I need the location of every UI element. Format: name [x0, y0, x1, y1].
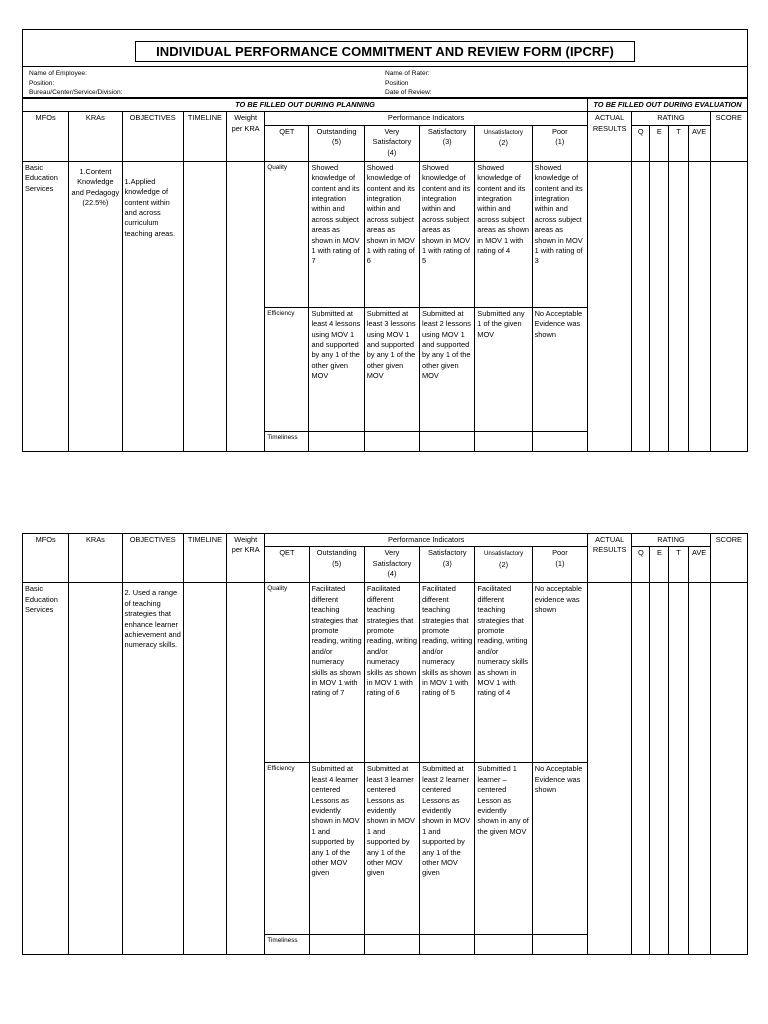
timeliness-satisfactory [420, 431, 475, 451]
objectives-header: OBJECTIVES [122, 112, 183, 161]
t-header: T [669, 125, 688, 161]
actual-results-header: ACTUAL RESULTS [588, 534, 632, 583]
efficiency-satisfactory: Submitted at least 2 learner centered Lessons as evidently shown in MOV 1 and supported by any 1 of the other MOV given [420, 763, 475, 935]
very-satisfactory-score: (4) [387, 569, 397, 579]
unsatisfactory-score: (2) [499, 559, 509, 569]
score-cell[interactable] [710, 161, 747, 451]
timeliness-unsatisfactory [475, 935, 532, 955]
planning-banner: TO BE FILLED OUT DURING PLANNING [23, 99, 588, 112]
objective-cell [122, 583, 183, 955]
satisfactory-score: (3) [442, 558, 452, 568]
review-date-label: Date of Review: [385, 89, 432, 97]
q-header: Q [632, 125, 650, 161]
efficiency-satisfactory: Submitted at least 2 lessons using MOV 1 and supported by any 1 of the other given MOV [420, 307, 475, 431]
timeliness-satisfactory [420, 935, 475, 955]
poor-label: Poor [551, 126, 568, 136]
rating-header: RATING [632, 534, 710, 547]
performance-indicators-header: Performance Indicators [265, 534, 588, 547]
quality-poor: No acceptable evidence was shown [532, 583, 587, 763]
efficiency-outstanding: Submitted at least 4 lessons using MOV 1 and supported by any 1 of the other given MOV [309, 307, 364, 431]
outstanding-header [309, 547, 364, 583]
e-cell[interactable] [650, 161, 669, 451]
unsatisfactory-label: Unsatisfactory [483, 128, 524, 136]
evaluation-banner: TO BE FILLED OUT DURING EVALUATION [588, 99, 748, 112]
satisfactory-header [420, 125, 475, 161]
weight-cell [227, 161, 265, 451]
kra-table-2 [22, 533, 748, 955]
efficiency-outstanding: Submitted at least 4 learner centered Lessons as evidently shown in MOV 1 and supported by any 1 of the other MOV given [309, 763, 364, 935]
mfos-header: MFOs [23, 534, 69, 583]
timeline-header: TIMELINE [183, 534, 226, 583]
outstanding-score: (5) [332, 137, 342, 147]
kra-table-1 [22, 98, 748, 452]
q-header: Q [632, 547, 650, 583]
score-header: SCORE [710, 112, 747, 161]
score-cell[interactable] [710, 583, 747, 955]
poor-score: (1) [555, 137, 565, 147]
t-header: T [669, 547, 688, 583]
efficiency-label: Efficiency [265, 763, 309, 935]
quality-outstanding: Showed knowledge of content and its integration within and across subject areas as shown in MOV 1 with rating of 7 [309, 161, 364, 307]
quality-outstanding: Facilitated different teaching strategies that promote reading, writing and/or numeracy skills as shown in MOV 1 with rating of 7 [309, 583, 364, 763]
quality-very-satisfactory: Facilitated different teaching strategies that promote reading, writing and/or numeracy skills as shown in MOV 1 with rating of 6 [364, 583, 419, 763]
ave-header: AVE [688, 547, 710, 583]
weight-header: Weight per KRA [227, 112, 265, 161]
outstanding-score: (5) [332, 558, 342, 568]
quality-satisfactory: Facilitated different teaching strategies that promote reading, writing and/or numeracy skills as shown in MOV 1 with rating of 5 [420, 583, 475, 763]
quality-label: Quality [265, 161, 309, 307]
kras-header: KRAs [69, 112, 122, 161]
satisfactory-label: Satisfactory [427, 126, 467, 136]
weight-cell [227, 583, 265, 955]
outstanding-header [309, 125, 364, 161]
very-satisfactory-label: Very Satisfactory [372, 548, 412, 568]
e-header: E [650, 547, 669, 583]
employee-info [23, 67, 747, 97]
quality-poor: Showed knowledge of content and its integration within and across subject areas as shown in MOV 1 with rating of 3 [532, 161, 587, 307]
very-satisfactory-label: Very Satisfactory [372, 126, 412, 147]
poor-score: (1) [555, 558, 565, 568]
kra-cell [69, 161, 122, 451]
poor-header [532, 125, 587, 161]
performance-indicators-header: Performance Indicators [265, 112, 588, 125]
unsatisfactory-header [475, 125, 532, 161]
efficiency-poor: No Acceptable Evidence was shown [532, 307, 587, 431]
mfo-cell: Basic Education Services [23, 161, 69, 451]
ave-cell[interactable] [688, 161, 710, 451]
very-satisfactory-score: (4) [387, 147, 397, 157]
very-satisfactory-header [364, 547, 419, 583]
score-header: SCORE [710, 534, 747, 583]
timeline-header: TIMELINE [183, 112, 226, 161]
efficiency-label: Efficiency [265, 307, 309, 431]
ipcrf-page-1 [22, 29, 748, 452]
unsatisfactory-label: Unsatisfactory [483, 550, 524, 558]
weight-header: Weight per KRA [227, 534, 265, 583]
timeliness-unsatisfactory [475, 431, 532, 451]
qet-header: QET [265, 547, 309, 583]
actual-results-cell[interactable] [588, 583, 632, 955]
q-cell[interactable] [632, 583, 650, 955]
kra-text: 1.Content Knowledge and Pedagogy (22.5%) [71, 166, 120, 208]
quality-satisfactory: Showed knowledge of content and its integration within and across subject areas as shown in MOV 1 with rating of 5 [420, 161, 475, 307]
timeliness-label: Timeliness [265, 431, 309, 451]
t-cell[interactable] [669, 583, 688, 955]
employee-fields [29, 69, 122, 98]
satisfactory-score: (3) [442, 137, 452, 147]
ave-cell[interactable] [688, 583, 710, 955]
actual-results-cell[interactable] [588, 161, 632, 451]
timeliness-very-satisfactory [364, 431, 419, 451]
kra-cell [69, 583, 122, 955]
timeliness-outstanding [309, 935, 364, 955]
timeline-cell [183, 161, 226, 451]
objective-text: 2. Used a range of teaching strategies that enhance learner achievement and numeracy skills. [124, 588, 181, 650]
quality-unsatisfactory: Facilitated different teaching strategies that promote reading, writing and/or numeracy skills as shown in MOV 1 with rating of 4 [475, 583, 532, 763]
e-cell[interactable] [650, 583, 669, 955]
efficiency-unsatisfactory: Submitted 1 learner – centered Lesson as evidently shown in any of the given MOV [475, 763, 532, 935]
mfo-cell: Basic Education Services [23, 583, 69, 955]
efficiency-very-satisfactory: Submitted at least 3 lessons using MOV 1 and supported by any 1 of the other given MOV [364, 307, 419, 431]
q-cell[interactable] [632, 161, 650, 451]
poor-label: Poor [552, 548, 568, 558]
t-cell[interactable] [669, 161, 688, 451]
timeline-cell [183, 583, 226, 955]
outstanding-label: Outstanding [316, 126, 357, 136]
rating-header: RATING [632, 112, 710, 125]
objective-cell [122, 161, 183, 451]
very-satisfactory-header [364, 125, 419, 161]
rater-fields [385, 69, 432, 98]
ipcrf-page-2 [22, 533, 748, 955]
quality-very-satisfactory: Showed knowledge of content and its integration within and across subject areas as shown in MOV 1 with rating of 6 [364, 161, 419, 307]
kras-header: KRAs [69, 534, 122, 583]
quality-unsatisfactory: Showed knowledge of content and its integration within and across subject areas as shown in MOV 1 with rating of 4 [475, 161, 532, 307]
form-title: INDIVIDUAL PERFORMANCE COMMITMENT AND REVIEW FORM (IPCRF) [135, 41, 635, 62]
employee-position-label: Position: [29, 79, 55, 87]
title-row [23, 30, 747, 67]
mfos-header: MFOs [23, 112, 69, 161]
satisfactory-label: Satisfactory [427, 548, 467, 558]
objective-text: 1.Applied knowledge of content within and across curriculum teaching areas. [124, 176, 176, 238]
timeliness-outstanding [309, 431, 364, 451]
satisfactory-header [420, 547, 475, 583]
efficiency-very-satisfactory: Submitted at least 3 learner centered Lessons as evidently shown in MOV 1 and supported by any 1 of the other MOV given [364, 763, 419, 935]
qet-header: QET [265, 125, 309, 161]
timeliness-very-satisfactory [364, 935, 419, 955]
rater-position-label: Position [385, 79, 409, 87]
employee-bureau-label: Bureau/Center/Service/Division: [29, 89, 123, 97]
efficiency-unsatisfactory: Submitted any 1 of the given MOV [475, 307, 532, 431]
efficiency-poor: No Acceptable Evidence was shown [532, 763, 587, 935]
outstanding-label: Outstanding [316, 548, 357, 558]
quality-label: Quality [265, 583, 309, 763]
timeliness-poor [532, 935, 587, 955]
ave-header: AVE [688, 125, 710, 161]
rater-name-label: Name of Rater: [385, 70, 430, 77]
employee-name-label: Name of Employee: [29, 70, 87, 77]
timeliness-poor [532, 431, 587, 451]
form-header-frame [22, 29, 748, 98]
objectives-header: OBJECTIVES [122, 534, 183, 583]
poor-header [532, 547, 587, 583]
unsatisfactory-header [475, 547, 532, 583]
unsatisfactory-score: (2) [498, 138, 508, 148]
actual-results-header: ACTUAL RESULTS [588, 112, 632, 161]
e-header: E [650, 125, 669, 161]
timeliness-label: Timeliness [265, 935, 309, 955]
